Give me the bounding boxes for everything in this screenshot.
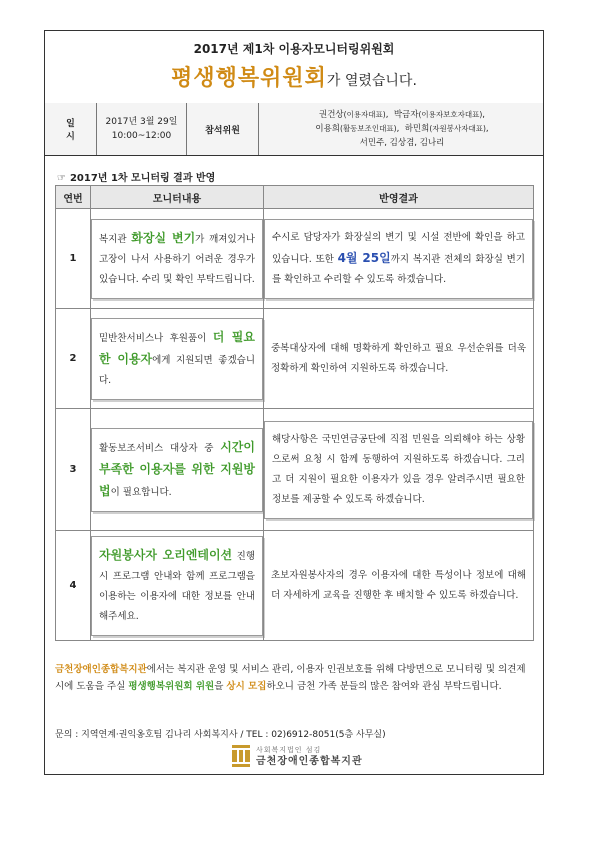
title-suffix: 가 열렸습니다. (326, 73, 417, 89)
highlighted-text: 4월 25일 (337, 250, 391, 265)
meeting-subtitle: 2017년 제1차 이용자모니터링위원회 (193, 42, 395, 56)
highlighted-text: 평생행복위원회 위원 (128, 681, 215, 692)
text-segment: 수시로 담당자가 화장실의 변기 및 시설 전반에 확인을 하고 있습니다. 또한 (272, 231, 525, 265)
text-segment: 에서는 복지관 운영 및 서비스 관리, 이용자 인권보호를 위해 다방면으로 모니터링 및 의견제시에 도움을 주실 (55, 664, 526, 692)
date-line2: 10:00~12:00 (111, 131, 172, 141)
logo-foundation-name: 사회복지법인 섬김 (256, 746, 322, 754)
notice-frame (44, 30, 544, 775)
col-header-number: 연번 (56, 186, 91, 209)
text-segment: 가 깨져있거나 고장이 나서 사용하기 어려운 경우가 있습니다. 수리 및 확인 부탁드립니다. (99, 233, 255, 285)
table-header-row (56, 186, 534, 209)
highlighted-text: 더 필요한 이용자 (99, 329, 255, 366)
col-header-result: 반영결과 (264, 186, 534, 209)
col-header-content: 모니터내용 (91, 186, 264, 209)
pointing-hand-icon: ☞ (57, 173, 66, 184)
monitoring-results-table (55, 185, 534, 641)
organization-logo (232, 745, 363, 767)
attendees-label: 참석위원 (187, 103, 259, 155)
text-segment: 초보자원봉사자의 경우 이용자에 대한 특성이나 정보에 대해 더 자세하게 교육을 진행한 후 배치할 수 있도록 하겠습니다. (271, 569, 526, 601)
monitor-content (91, 318, 263, 400)
text-segment: 활동보조서비스 대상자 중 (99, 442, 221, 454)
date-value (97, 103, 187, 155)
text-segment: 해당사항은 국민연금공단에 직접 민원을 의뢰해야 하는 상황으로써 요청 시 함께 동행하여 지원하도록 하겠습니다. 그리고 더 지원이 필요한 이용자가 있을 경우 알려주시면 필요한 정보를 제공할 수 있도록 하겠습니다. (272, 433, 525, 505)
attendee-role: (활동보조인대표) (340, 124, 397, 133)
result-content (264, 219, 533, 299)
date-line1: 2017년 3월 29일 (105, 117, 178, 127)
text-segment: 에게 지원되면 좋겠습니다. (99, 354, 255, 386)
attendee-name: 이용희 (315, 124, 341, 134)
text-segment: 하오니 금천 가족 분들의 많은 참여와 관심 부탁드립니다. (266, 681, 502, 692)
text-segment: 밑반찬서비스나 후원품이 (99, 332, 213, 344)
text-segment: 중복대상자에 대해 명확하게 확인하고 필요 우선순위를 더욱 정확하게 확인하여 지원하도록 하겠습니다. (271, 342, 526, 374)
attendee-role: (이용자보호자대표) (418, 110, 483, 119)
text-segment: 까지 복지관 전체의 화장실 변기를 확인하고 수리할 수 있도록 하겠습니다. (272, 253, 525, 285)
recruitment-notice (55, 661, 533, 695)
attendee-name: 박금자 (393, 110, 419, 120)
result-content (264, 421, 533, 519)
logo-center-name: 금천장애인종합복지관 (256, 756, 363, 767)
monitor-content (91, 219, 263, 299)
monitor-content (91, 536, 263, 636)
highlighted-text: 시간이 부족한 이용자를 위한 지원방법 (99, 439, 255, 498)
row-number: 4 (56, 531, 91, 641)
meeting-info-row (45, 103, 543, 156)
monitor-content (91, 428, 263, 512)
highlighted-text: 화장실 변기 (131, 230, 196, 245)
date-label: 일 시 (45, 103, 97, 155)
highlighted-text: 상시 모집 (226, 681, 267, 692)
text-segment: 진행 시 프로그램 안내와 함께 프로그램을 이용하는 이용자에 대한 정보를 안내해주세요. (99, 550, 255, 622)
section-title: 2017년 1차 모니터링 결과 반영 (69, 173, 216, 184)
contact-info: 문의 : 지역연계·권익옹호팀 김나리 사회복지사 / TEL : 02)6912-8051(5층 사무실) (55, 730, 386, 740)
attendees-list: 권건상(이용자대표), 박금자(이용자보호자대표), 이용희(활동보조인대표), 하민희(자원봉사자대표), 서민주, 김상겸, 김나리 (315, 110, 489, 148)
table-row (56, 531, 534, 641)
committee-name: 평생행복위원회 (171, 66, 327, 91)
table-row (56, 409, 534, 531)
row-number: 3 (56, 409, 91, 531)
attendee-name: 권건상 (319, 110, 344, 120)
table-row (56, 209, 534, 309)
highlighted-text: 자원봉사자 오리엔테이션 (99, 547, 233, 562)
table-row (56, 309, 534, 409)
row-number: 1 (56, 209, 91, 309)
highlighted-text: 금천장애인종합복지관 (55, 664, 147, 675)
text-segment: 복지관 (99, 233, 132, 245)
row-number: 2 (56, 309, 91, 409)
attendee-role: (자원봉사자대표) (429, 124, 486, 133)
result-content (264, 331, 533, 387)
logo-mark-icon (232, 745, 250, 767)
title-box (45, 31, 543, 104)
attendee-name: 하민희 (404, 124, 430, 134)
page-title (45, 61, 543, 92)
text-segment: 을 (214, 681, 227, 692)
attendee-name: 서민주, 김상겸, 김나리 (359, 138, 445, 148)
text-segment: 이 필요합니다. (110, 486, 172, 498)
result-content (264, 558, 533, 614)
attendee-role: (이용자대표) (343, 110, 386, 119)
section-heading (57, 169, 215, 184)
